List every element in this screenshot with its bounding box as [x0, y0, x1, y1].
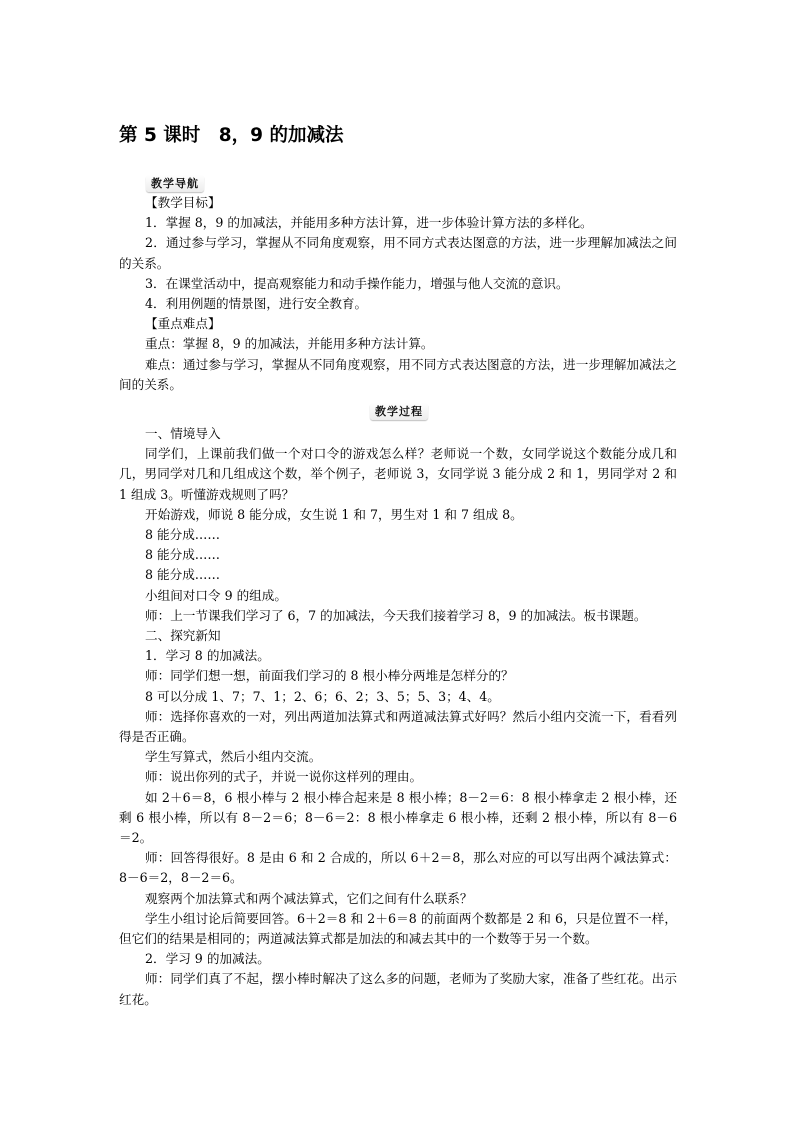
heading-key-points: 【重点难点】 [145, 316, 221, 332]
goal-item-3: 3．在课堂活动中，提高观察能力和动手操作能力，增强与他人交流的意识。 [145, 275, 569, 291]
heading-teaching-goals: 【教学目标】 [145, 195, 221, 210]
paragraph: 学生写算式，然后小组内交流。 [145, 749, 322, 765]
paragraph: 小组间对口令 9 的组成。 [145, 587, 287, 603]
page-title: 第 5 课时 8，9 的加减法 [119, 125, 344, 146]
heading-scenario-intro: 一、情境导入 [145, 426, 221, 441]
difficult-point: 难点：通过参与学习，掌握从不同角度观察，用不同方式表达图意的方法，进一步理解加减法之间的关系。 [119, 356, 677, 392]
paragraph: 师：选择你喜欢的一对，列出两道加法算式和两道减法算式好吗？然后小组内交流一下，看看列得是否正确。 [119, 708, 677, 745]
goal-item-4: 4．利用例题的情景图，进行安全教育。 [145, 296, 368, 312]
paragraph: 同学们，上课前我们做一个对口令的游戏怎么样？老师说一个数，女同学说这个数能分成几和几，男同学对几和几组成这个数，举个例子，老师说 3，女同学说 3 能分成 2 和 1，男同学对 2 和 1 组成 3。听懂游戏规则了吗？ [119, 446, 677, 502]
section-badge-teaching-guide: 教学导航 [146, 175, 204, 192]
subheading-learn-9: 2．学习 9 的加减法。 [145, 951, 270, 967]
key-point: 重点：掌握 8，9 的加减法，并能用多种方法计算。 [145, 336, 434, 352]
paragraph: 师：同学们想一想，前面我们学习的 8 根小棒分两堆是怎样分的？ [145, 668, 514, 684]
paragraph: 8 能分成…… [145, 547, 220, 563]
paragraph: 师：回答得很好。8 是由 6 和 2 合成的，所以 6＋2＝8，那么对应的可以写出两个减法算式：8－6＝2，8－2＝6。 [119, 850, 677, 886]
paragraph: 师：同学们真了不起，摆小棒时解决了这么多的问题，老师为了奖励大家，准备了些红花。出示红花。 [119, 971, 677, 1007]
teaching-guide-section [119, 193, 677, 395]
paragraph: 观察两个加法算式和两个减法算式，它们之间有什么联系？ [145, 890, 473, 906]
paragraph: 8 可以分成 1、7；7、1；2、6；6、2；3、5；5、3；4、4。 [145, 688, 500, 704]
paragraph: 师：说出你列的式子，并说一说你这样列的理由。 [145, 769, 423, 785]
goal-item-1: 1．掌握 8，9 的加减法，并能用多种方法计算，进一步体验计算方法的多样化。 [145, 215, 593, 231]
subheading-learn-8: 1．学习 8 的加减法。 [145, 648, 270, 664]
teaching-process-section [119, 424, 677, 1010]
goal-item-2: 2．通过参与学习，掌握从不同角度观察，用不同方式表达图意的方法，进一步理解加减法之间的关系。 [119, 235, 677, 271]
heading-explore-new: 二、探究新知 [145, 628, 221, 644]
paragraph: 师：上一节课我们学习了 6，7 的加减法，今天我们接着学习 8，9 的加减法。板书课题。 [145, 607, 647, 623]
paragraph: 学生小组讨论后简要回答。6＋2＝8 和 2＋6＝8 的前面两个数都是 2 和 6，只是位置不一样，但它们的结果是相同的；两道减法算式都是加法的和减去其中的一个数等于另一个数。 [119, 910, 677, 947]
paragraph: 8 能分成…… [145, 567, 220, 583]
paragraph: 8 能分成…… [145, 527, 220, 543]
section-badge-teaching-process: 教学过程 [370, 403, 428, 420]
paragraph: 开始游戏，师说 8 能分成，女生说 1 和 7，男生对 1 和 7 组成 8。 [145, 506, 523, 522]
paragraph: 如 2＋6＝8，6 根小棒与 2 根小棒合起来是 8 根小棒；8－2＝6：8 根小棒拿走 2 根小棒，还剩 6 根小棒，所以有 8－2＝6；8－6＝2：8 根小棒拿走 6 根小棒，还剩 2 根小棒，所以有 8－6＝2。 [119, 789, 677, 846]
